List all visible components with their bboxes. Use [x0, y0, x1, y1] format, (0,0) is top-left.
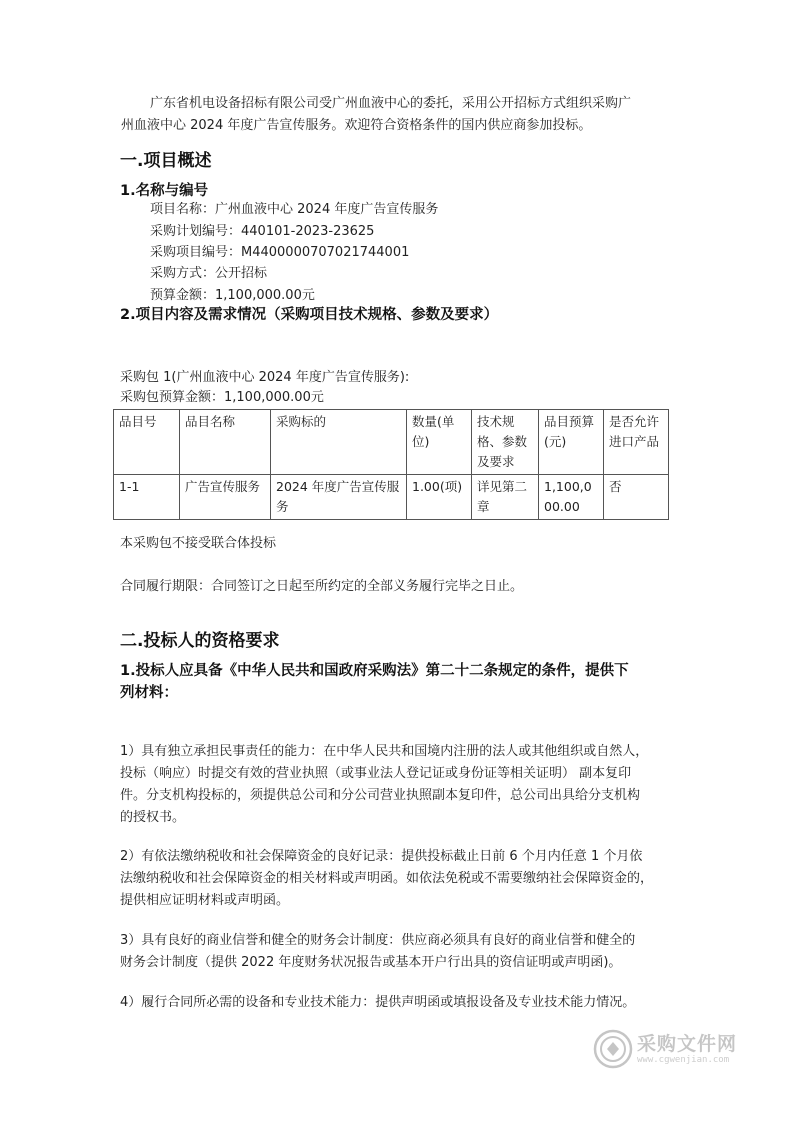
note-no-consortium: 本采购包不接受联合体投标	[120, 536, 277, 551]
table-header-cell: 数量(单位)	[407, 410, 472, 475]
subsection-content-title: 2.项目内容及需求情况（采购项目技术规格、参数及要求）	[120, 307, 499, 323]
table-header-cell: 技术规格、参数及要求	[472, 410, 539, 475]
watermark-text: 采购文件网	[637, 1033, 738, 1055]
table-cell: 广告宣传服务	[180, 475, 271, 520]
package-line: 采购包 1(广州血液中心 2024 年度广告宣传服务):	[120, 370, 410, 385]
requirement-3-line: 3）具有良好的商业信誉和健全的财务会计制度：供应商必须具有良好的商业信誉和健全的	[120, 933, 636, 948]
table-header-cell: 是否允许进口产品	[604, 410, 669, 475]
intro-line-1: 广东省机电设备招标有限公司受广州血液中心的委托，采用公开招标方式组织采购广	[150, 96, 632, 111]
table-cell: 1,100,000.00	[539, 475, 604, 520]
requirement-1-line: 的授权书。	[120, 810, 186, 825]
section-1-title: 一.项目概述	[120, 151, 212, 171]
field-project-number: 采购项目编号：M4400000707021744001	[150, 245, 410, 260]
field-plan-number: 采购计划编号：440101-2023-23625	[150, 224, 375, 239]
table-header-cell: 品目名称	[180, 410, 271, 475]
field-budget: 预算金额：1,100,000.00元	[150, 288, 315, 303]
section-2-title: 二.投标人的资格要求	[120, 631, 280, 651]
table-row	[114, 475, 669, 520]
seal-logo-icon	[593, 1029, 633, 1069]
field-procurement-method: 采购方式：公开招标	[150, 266, 268, 281]
requirement-2-line: 2）有依法缴纳税收和社会保障资金的良好记录：提供投标截止日前 6 个月内任意 1 个月依	[120, 849, 643, 864]
requirement-2-line: 法缴纳税收和社会保障资金的相关材料或声明函。如依法免税或不需要缴纳社会保障资金的，	[120, 871, 654, 886]
table-cell: 1-1	[114, 475, 180, 520]
table-header-cell: 采购标的	[271, 410, 407, 475]
procurement-table	[113, 409, 669, 520]
requirement-2-line: 提供相应证明材料或声明函。	[120, 893, 290, 908]
subsection-name-number-title: 1.名称与编号	[120, 183, 209, 199]
table-cell: 2024 年度广告宣传服务	[271, 475, 407, 520]
requirement-1-line: 1）具有独立承担民事责任的能力：在中华人民共和国境内注册的法人或其他组织或自然人，	[120, 744, 649, 759]
watermark-url: www.cgwenjian.com	[637, 1055, 730, 1065]
intro-line-2: 州血液中心 2024 年度广告宣传服务。欢迎符合资格条件的国内供应商参加投标。	[121, 118, 592, 133]
qualification-title-line-2: 列材料：	[120, 685, 178, 701]
field-project-name: 项目名称：广州血液中心 2024 年度广告宣传服务	[150, 202, 439, 217]
requirement-4-line: 4）履行合同所必需的设备和专业技术能力：提供声明函或填报设备及专业技术能力情况。	[120, 995, 636, 1010]
table-header-cell: 品目预算(元)	[539, 410, 604, 475]
table-cell: 否	[604, 475, 669, 520]
table-cell: 详见第二章	[472, 475, 539, 520]
requirement-3-line: 财务会计制度（提供 2022 年度财务状况报告或基本开户行出具的资信证明或声明函)。	[120, 955, 622, 970]
requirement-1-line: 件。分支机构投标的，须提供总公司和分公司营业执照副本复印件，总公司出具给分支机构	[120, 788, 641, 803]
qualification-title-line-1: 1.投标人应具备《中华人民共和国政府采购法》第二十二条规定的条件，提供下	[120, 663, 629, 679]
watermark	[593, 1027, 743, 1072]
table-header-row	[114, 410, 669, 475]
table-cell: 1.00(项)	[407, 475, 472, 520]
note-contract-period: 合同履行期限：合同签订之日起至所约定的全部义务履行完毕之日止。	[120, 579, 524, 594]
requirement-1-line: 投标（响应）时提交有效的营业执照（或事业法人登记证或身份证等相关证明） 副本复印	[120, 766, 632, 781]
table-header-cell: 品目号	[114, 410, 180, 475]
package-budget: 采购包预算金额：1,100,000.00元	[120, 390, 324, 405]
